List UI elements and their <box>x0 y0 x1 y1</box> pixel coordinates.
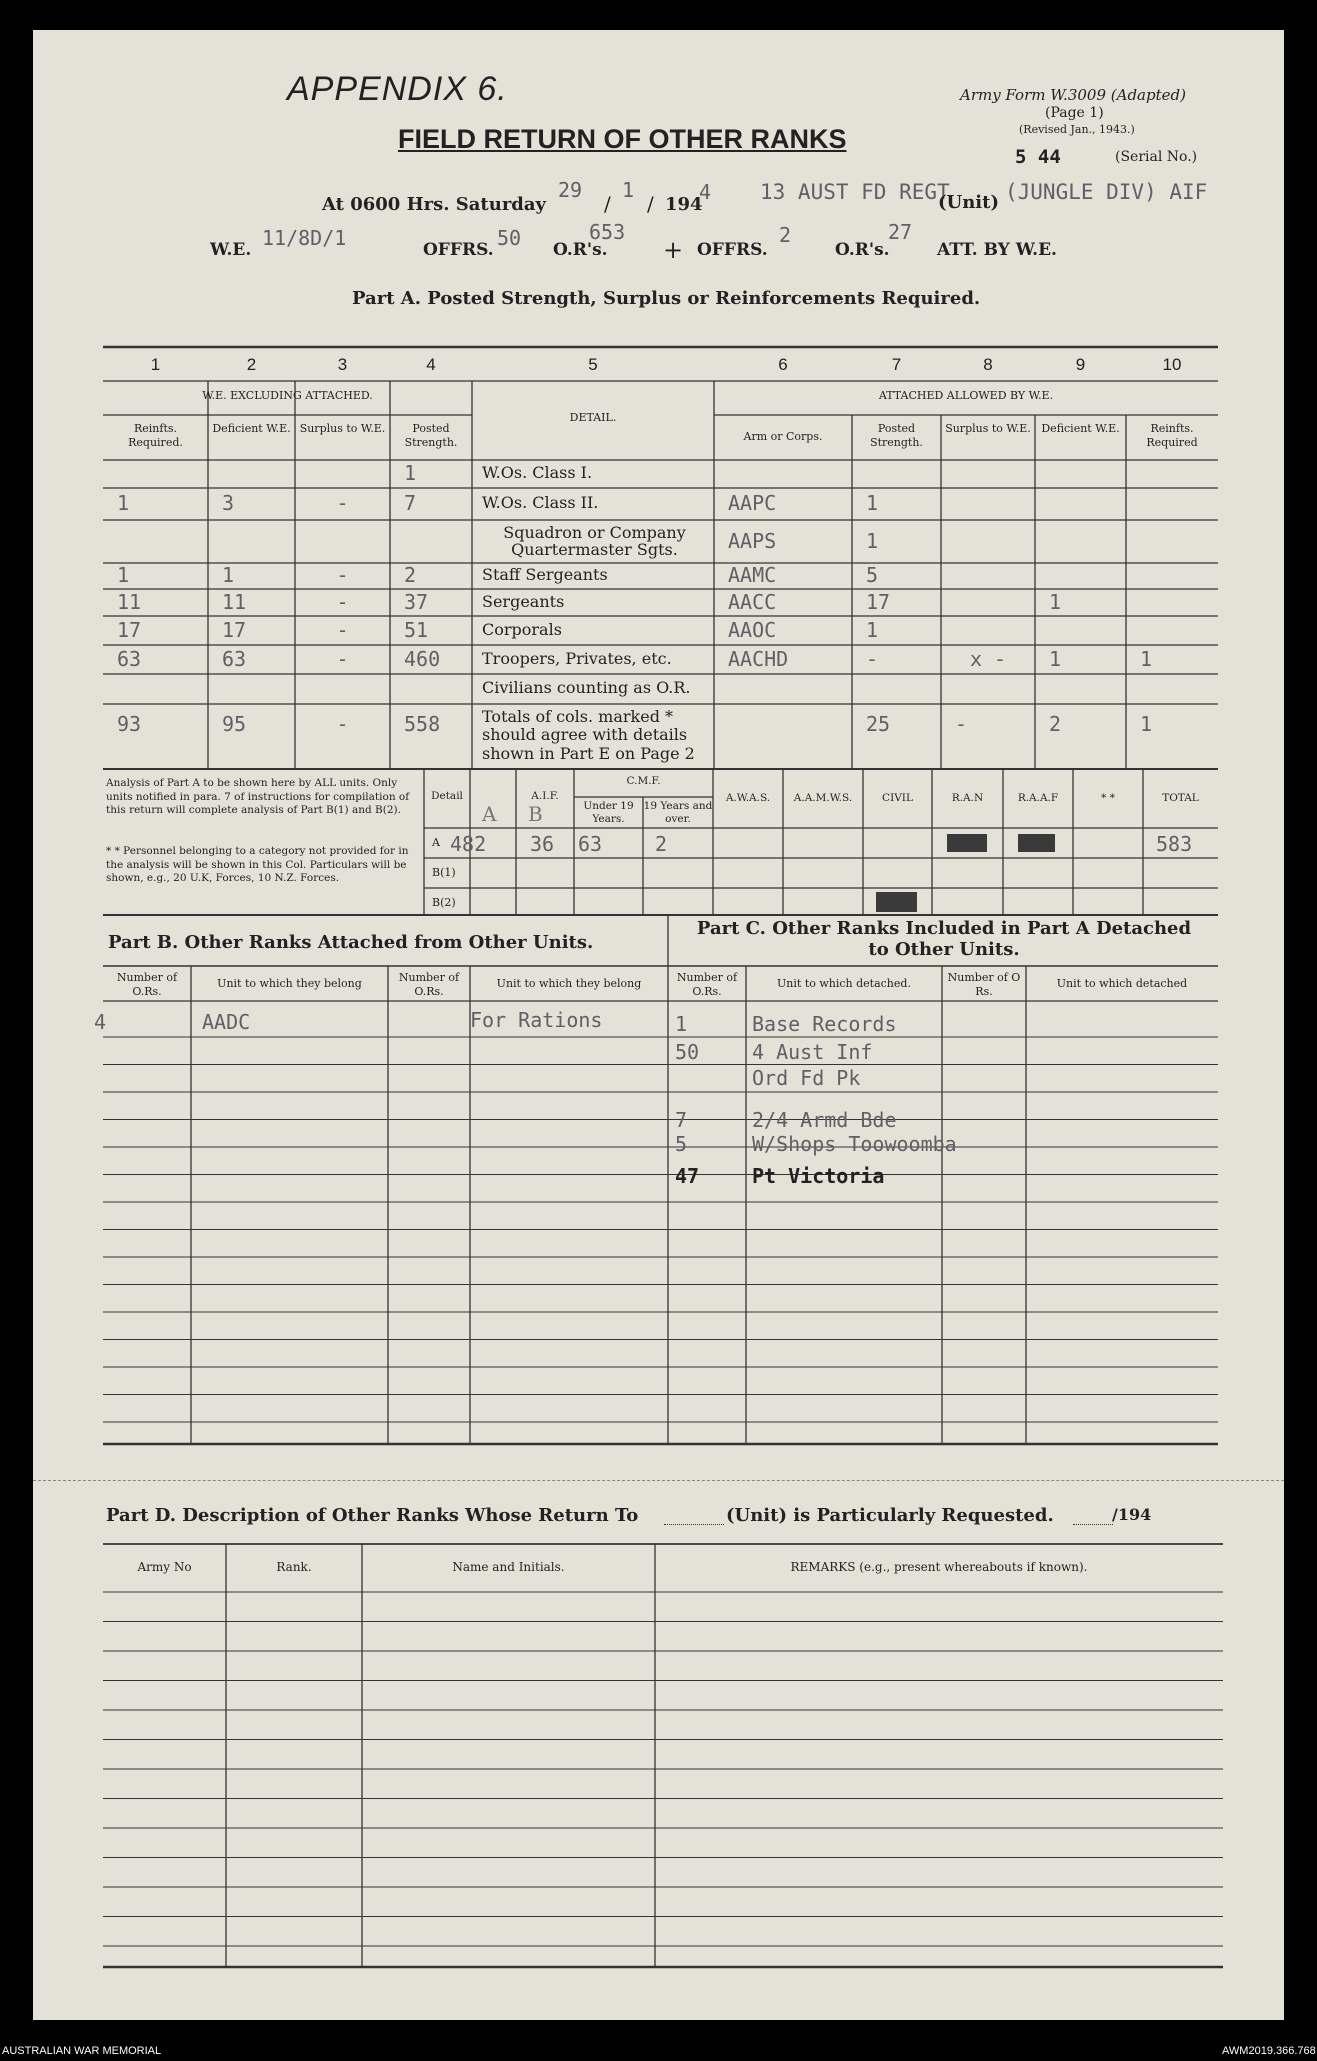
column-number: 2 <box>246 355 257 374</box>
serial-label: (Serial No.) <box>1115 149 1198 165</box>
cell-c3: - <box>336 491 349 515</box>
column-number: 6 <box>778 355 788 374</box>
part-c-header: Number of O.Rs. <box>676 971 738 998</box>
part-b-header: Number of O.Rs. <box>116 971 178 998</box>
cell-c4: 460 <box>404 646 441 671</box>
analysis-other-header: * * <box>1101 792 1115 804</box>
cell-c7: 1 <box>866 491 879 515</box>
column-header: Deficient W.E. <box>212 422 291 435</box>
date-day: 29 <box>558 178 583 202</box>
cell-c2: 17 <box>222 617 247 642</box>
serial-number: 5 44 <box>1015 146 1061 168</box>
ors2-label: O.R's. <box>835 240 890 260</box>
part-d-title-date: /194 <box>1112 1505 1152 1524</box>
row-detail: Civilians counting as O.R. <box>482 678 691 697</box>
att-by-we-label: ATT. BY W.E. <box>937 240 1057 260</box>
part-b-unit2: For Rations <box>470 1008 603 1032</box>
at-time-label: At 0600 Hrs. Saturday <box>322 194 547 215</box>
group-we-excluding: W.E. EXCLUDING ATTACHED. <box>202 389 373 402</box>
group-attached-allowed: ATTACHED ALLOWED BY W.E. <box>878 389 1054 402</box>
analysis-cmf-header: C.M.F. <box>626 775 661 787</box>
cell-c7: - <box>866 646 879 671</box>
cell-c2: 3 <box>222 491 235 515</box>
part-d-header: Rank. <box>276 1560 312 1574</box>
cell-c8: x - <box>969 646 1007 671</box>
redaction-ran <box>947 834 987 852</box>
column-header: Reinfts. Required. <box>128 422 183 449</box>
column-number: 8 <box>983 355 993 374</box>
footer-accession: AWM2019.366.768 <box>1222 2045 1316 2057</box>
total-c1: 93 <box>117 712 142 736</box>
cell-c3: - <box>336 589 349 614</box>
cell-c1: 11 <box>117 589 142 614</box>
analysis-note-2: * * Personnel belonging to a category not provided for in the analysis will be shown in this Col. Particulars will be shown, e.g., 20 U.K, Forces, 10 N.Z. Forces. <box>106 845 409 885</box>
page-label: (Page 1) <box>1045 105 1104 121</box>
part-d-header: Name and Initials. <box>452 1560 565 1574</box>
row-detail: Squadron or Company Quartermaster Sgts. <box>503 522 686 560</box>
unit-value: 13 AUST FD REGT <box>760 180 950 204</box>
column-header: Surplus to W.E. <box>299 422 386 435</box>
analysis-note: Analysis of Part A to be shown here by ALL units. Only units notified in para. 7 of instructions for compilation of this return will complete analysis of Part B(1) and B(2). <box>106 777 410 817</box>
row-detail: W.Os. Class II. <box>482 493 599 512</box>
cell-arm: AAPS <box>728 528 777 553</box>
column-number: 3 <box>337 355 348 374</box>
analysis-b-header: B <box>528 802 543 826</box>
row-detail: Troopers, Privates, etc. <box>482 648 672 668</box>
part-c-num: 7 <box>675 1108 688 1132</box>
part-c-unit: W/Shops Toowoomba <box>752 1132 957 1156</box>
part-b-header: Unit to which they belong <box>496 977 642 990</box>
part-c-num: 5 <box>675 1132 688 1156</box>
cell-c3: - <box>336 617 349 642</box>
cell-c4: 37 <box>404 589 429 614</box>
cell-c1: 63 <box>117 646 142 671</box>
cell-c7: 5 <box>866 563 879 587</box>
column-header: Posted Strength. <box>870 422 923 449</box>
cell-c2: 63 <box>222 646 247 671</box>
cell-arm: AAOC <box>728 617 777 642</box>
column-header: Surplus to W.E. <box>945 422 1031 435</box>
offrs-value: 50 <box>497 226 522 250</box>
unit-label: (Unit) <box>938 192 999 213</box>
analysis-value-total: 583 <box>1156 832 1193 856</box>
part-c-unit: Pt Victoria <box>752 1164 885 1188</box>
cell-c9: 1 <box>1049 646 1062 671</box>
part-c-num: 1 <box>675 1012 688 1036</box>
column-number: 1 <box>150 355 161 374</box>
cell-c10: 1 <box>1140 646 1153 671</box>
total-c7: 25 <box>866 712 891 736</box>
column-number: 4 <box>426 355 436 374</box>
part-c-num: 50 <box>675 1040 700 1064</box>
cell-c3: - <box>336 563 349 587</box>
redaction-raaf <box>1018 834 1055 852</box>
part-c-title: Part C. Other Ranks Included in Part A Detached to Other Units. <box>696 918 1192 960</box>
column-number: 5 <box>588 355 598 374</box>
cell-c1: 1 <box>117 563 130 587</box>
analysis-total-header: TOTAL <box>1162 792 1199 804</box>
part-d-header: Army No <box>137 1560 192 1574</box>
redaction-civil <box>876 892 917 912</box>
footer-institution: AUSTRALIAN WAR MEMORIAL <box>2 2045 162 2057</box>
date-month: 1 <box>622 178 635 202</box>
column-header: Reinfts. Required <box>1146 422 1198 449</box>
part-b-num: 4 <box>94 1010 107 1034</box>
column-header: Posted Strength. <box>404 422 458 449</box>
row-detail: Staff Sergeants <box>482 565 608 584</box>
column-header: Deficient W.E. <box>1041 422 1120 435</box>
handwritten-appendix-note: APPENDIX 6. <box>287 70 508 108</box>
we-value: 11/8D/1 <box>262 226 347 250</box>
part-d-title: Part D. Description of Other Ranks Whose Return To <box>106 1505 639 1526</box>
cell-c4: 1 <box>404 461 417 485</box>
analysis-value-a: 482 <box>450 832 487 856</box>
analysis-value-over19: 2 <box>655 832 668 856</box>
total-c4: 558 <box>404 712 441 736</box>
part-c-unit: Base Records <box>752 1012 897 1036</box>
cell-arm: AACHD <box>728 646 789 671</box>
row-detail: Sergeants <box>482 591 565 611</box>
detail-header: DETAIL. <box>569 411 617 424</box>
part-c-header: Number of O Rs. <box>947 971 1021 998</box>
analysis-a-header: A <box>482 802 497 826</box>
analysis-under19-header: Under 19 Years. <box>583 800 634 826</box>
analysis-civil-header: CIVIL <box>882 792 913 804</box>
total-c8: - <box>955 712 968 736</box>
part-d-title-unit: (Unit) is Particularly Requested. <box>726 1505 1054 1526</box>
cell-c1: 17 <box>117 617 142 642</box>
part-d-header: REMARKS (e.g., present whereabouts if known). <box>790 1560 1088 1574</box>
part-b-title: Part B. Other Ranks Attached from Other Units. <box>108 932 594 953</box>
date-year-prefix: 194 <box>665 194 703 215</box>
part-d-date-field <box>1073 1508 1113 1525</box>
offrs2-label: OFFRS. <box>697 240 768 260</box>
part-c-unit: 4 Aust Inf <box>752 1040 873 1064</box>
cell-c4: 51 <box>404 617 429 642</box>
part-c-header: Unit to which detached. <box>777 977 911 990</box>
ors-value: 653 <box>589 220 626 244</box>
analysis-aif-header: A.I.F. <box>531 790 559 802</box>
army-form-label: Army Form W.3009 (Adapted) <box>960 86 1186 104</box>
analysis-aamws-header: A.A.M.W.S. <box>793 792 853 804</box>
cell-c7: 1 <box>866 528 879 553</box>
analysis-value-aif: 36 <box>530 832 555 856</box>
part-c-unit: Ord Fd Pk <box>752 1066 861 1090</box>
column-number: 10 <box>1162 355 1182 374</box>
part-b-header: Unit to which they belong <box>217 977 362 990</box>
cell-c2: 11 <box>222 589 247 614</box>
page-title: FIELD RETURN OF OTHER RANKS <box>398 124 847 154</box>
part-c-header: Unit to which detached <box>1056 977 1188 990</box>
analysis-ran-header: R.A.N <box>951 792 984 804</box>
ors-label: O.R's. <box>553 240 608 260</box>
cell-c9: 1 <box>1049 589 1062 614</box>
total-c3: - <box>336 712 349 736</box>
part-c-unit: 2/4 Armd Bde <box>752 1108 897 1132</box>
cell-arm: AACC <box>728 589 777 614</box>
analysis-detail-header: Detail <box>431 790 463 802</box>
analysis-row-label: A <box>432 836 440 849</box>
analysis-row-label: B(1) <box>432 866 456 879</box>
part-a-title: Part A. Posted Strength, Surplus or Reinforcements Required. <box>352 288 981 309</box>
totals-detail: Totals of cols. marked * should agree with details shown in Part E on Page 2 <box>482 707 695 763</box>
offrs-label: OFFRS. <box>423 240 494 260</box>
cell-arm: AAPC <box>728 491 777 515</box>
part-b-unit: AADC <box>202 1010 251 1034</box>
part-b-header: Number of O.Rs. <box>398 971 460 998</box>
revised-label: (Revised Jan., 1943.) <box>1019 123 1135 136</box>
analysis-awas-header: A.W.A.S. <box>725 792 771 804</box>
cell-arm: AAMC <box>728 563 777 587</box>
cell-c2: 1 <box>222 563 235 587</box>
part-d-unit-field <box>664 1508 724 1525</box>
column-header: Arm or Corps. <box>743 430 823 443</box>
total-c9: 2 <box>1049 712 1062 736</box>
total-c10: 1 <box>1140 712 1153 736</box>
cell-c7: 17 <box>866 589 891 614</box>
perforation-line <box>33 1480 1284 1481</box>
row-detail: W.Os. Class I. <box>482 463 593 482</box>
analysis-value-under19: 63 <box>578 832 603 856</box>
column-number: 9 <box>1075 355 1086 374</box>
plus-sign: + <box>663 236 684 264</box>
analysis-row-label: B(2) <box>432 896 456 909</box>
cell-c7: 1 <box>866 617 879 642</box>
row-detail: Corporals <box>482 619 562 639</box>
ors2-value: 27 <box>888 220 913 244</box>
cell-c4: 2 <box>404 563 417 587</box>
total-c2: 95 <box>222 712 247 736</box>
part-c-num: 47 <box>675 1164 700 1188</box>
unit-suffix: (JUNGLE DIV) AIF <box>1005 180 1208 204</box>
analysis-raaf-header: R.A.A.F <box>1017 792 1059 804</box>
cell-c3: - <box>336 646 349 671</box>
analysis-over19-header: 19 Years and over. <box>643 800 713 826</box>
we-label: W.E. <box>210 240 252 260</box>
offrs2-value: 2 <box>779 223 792 247</box>
column-number: 7 <box>891 355 902 374</box>
cell-c4: 7 <box>404 491 417 515</box>
cell-c1: 1 <box>117 491 130 515</box>
date-year-suffix: 4 <box>699 180 712 204</box>
